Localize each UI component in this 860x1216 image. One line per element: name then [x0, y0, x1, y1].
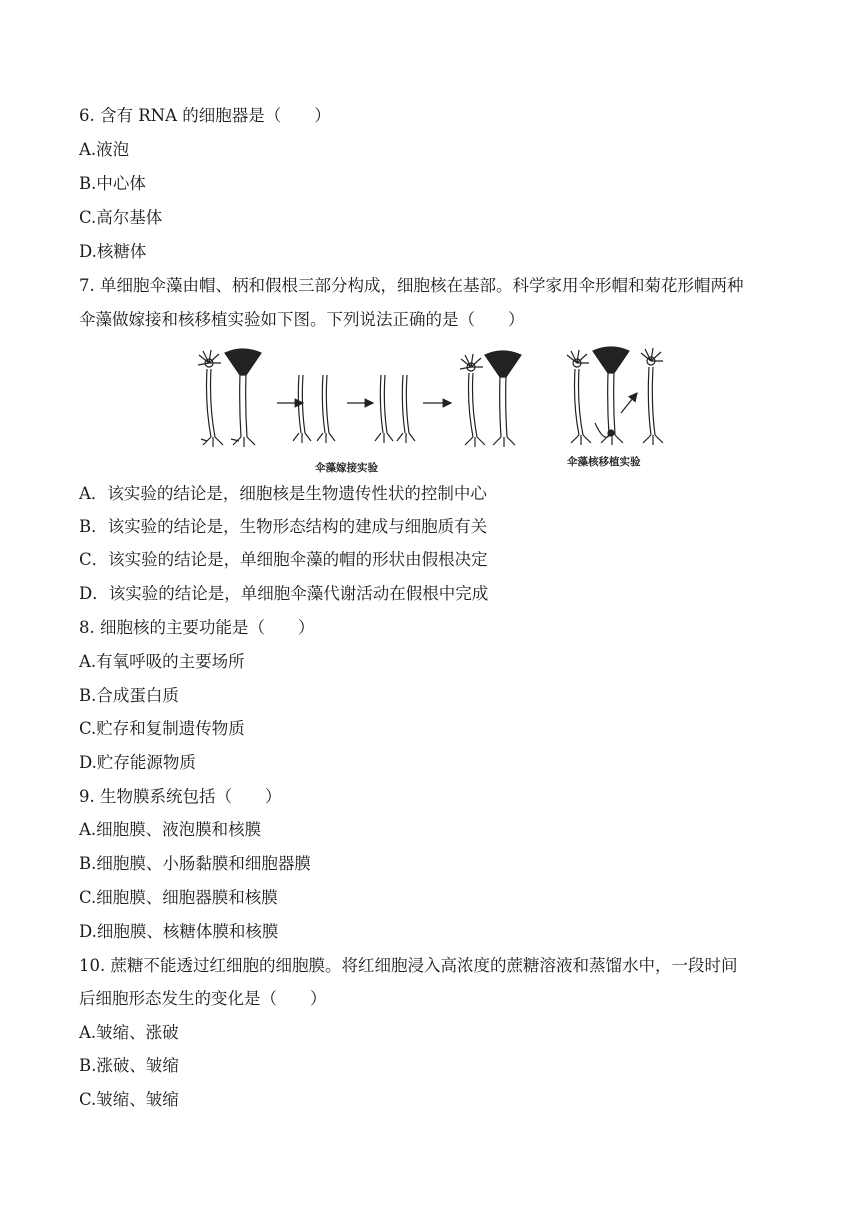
question-8-option-d: D.贮存能源物质 [79, 753, 196, 772]
flower-cap-icon [198, 350, 221, 367]
question-9-stem: 9. 生物膜系统包括（ ） [79, 787, 282, 806]
question-10-option-c: C.皱缩、皱缩 [79, 1090, 179, 1109]
question-9-option-c: C.细胞膜、细胞器膜和核膜 [79, 888, 278, 907]
question-7-option-a: A．该实验的结论是，细胞核是生物遗传性状的控制中心 [79, 484, 487, 503]
question-7-option-d: D．该实验的结论是，单细胞伞藻代谢活动在假根中完成 [79, 584, 489, 603]
umbrella-cap-icon [225, 349, 261, 375]
question-10-stem-line2: 后细胞形态发生的变化是（ ） [79, 989, 327, 1008]
question-7-stem-line1: 7. 单细胞伞藻由帽、柄和假根三部分构成，细胞核在基部。科学家用伞形帽和菊花形帽两种 [79, 276, 744, 295]
acetabularia-figure [195, 345, 671, 475]
figure-caption-left: 伞藻嫁接实验 [315, 462, 378, 474]
question-7-option-c: C．该实验的结论是，单细胞伞藻的帽的形状由假根决定 [79, 550, 488, 569]
question-9-option-d: D.细胞膜、核糖体膜和核膜 [79, 922, 279, 941]
question-8-stem: 8. 细胞核的主要功能是（ ） [79, 618, 315, 637]
question-9-option-b: B.细胞膜、小肠黏膜和细胞器膜 [79, 854, 311, 873]
question-6-option-a: A.液泡 [79, 140, 130, 159]
question-10-option-a: A.皱缩、涨破 [79, 1023, 179, 1042]
question-8-option-a: A.有氧呼吸的主要场所 [79, 652, 245, 671]
question-7-stem-line2: 伞藻做嫁接和核移植实验如下图。下列说法正确的是（ ） [79, 310, 525, 329]
question-6-stem: 6. 含有 RNA 的细胞器是（ ） [79, 106, 331, 125]
question-6-option-c: C.高尔基体 [79, 208, 163, 227]
question-6-option-d: D.核糖体 [79, 242, 147, 261]
question-9-option-a: A.细胞膜、液泡膜和核膜 [79, 820, 262, 839]
figure-caption-right: 伞藻核移植实验 [567, 456, 641, 468]
question-8-option-b: B.合成蛋白质 [79, 686, 179, 705]
question-6-option-b: B.中心体 [79, 174, 146, 193]
acetabularia-illustration [195, 345, 671, 475]
question-7-option-b: B．该实验的结论是，生物形态结构的建成与细胞质有关 [79, 517, 488, 536]
question-10-stem-line1: 10. 蔗糖不能透过红细胞的细胞膜。将红细胞浸入高浓度的蔗糖溶液和蒸馏水中，一段时间 [79, 956, 738, 975]
question-8-option-c: C.贮存和复制遗传物质 [79, 719, 245, 738]
question-10-option-b: B.涨破、皱缩 [79, 1056, 179, 1075]
